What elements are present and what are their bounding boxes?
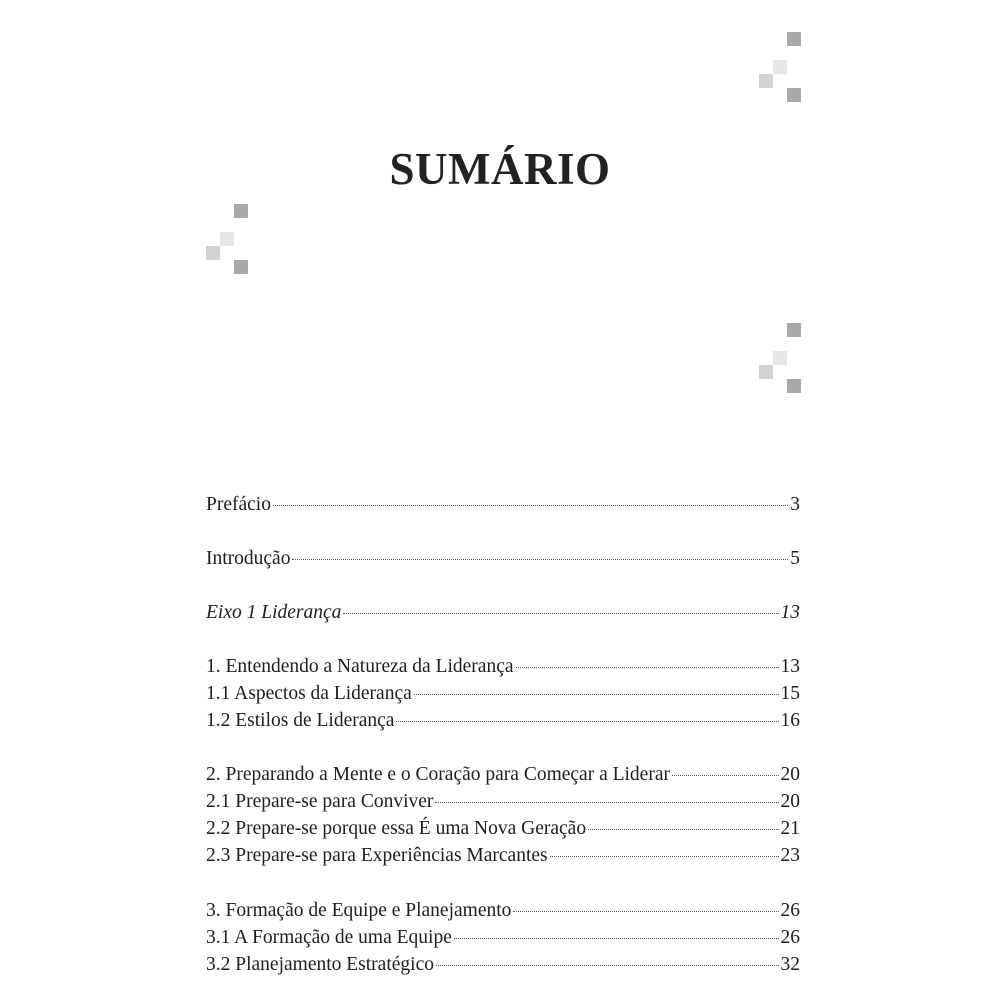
toc-entry-label: 1.2 Estilos de Liderança xyxy=(206,710,395,731)
dot-leader xyxy=(513,911,778,912)
square-shape xyxy=(234,260,248,274)
toc-entry-section-2-3[interactable] xyxy=(206,843,800,869)
dot-leader xyxy=(343,613,778,614)
dot-leader xyxy=(414,694,779,695)
dot-leader xyxy=(435,802,778,803)
decorative-squares-left xyxy=(206,204,256,284)
square-shape xyxy=(787,379,801,393)
toc-entry-section-1-1[interactable] xyxy=(206,681,800,707)
toc-entry-label: Prefácio xyxy=(206,494,271,515)
dot-leader xyxy=(436,965,779,966)
toc-entry-chapter-3[interactable] xyxy=(206,898,800,924)
toc-entry-eixo-1[interactable] xyxy=(206,600,800,626)
dot-leader xyxy=(292,559,788,560)
toc-entry-page: 32 xyxy=(780,954,800,975)
toc-entry-section-2-2[interactable] xyxy=(206,816,800,842)
square-shape xyxy=(773,60,787,74)
toc-entry-page: 3 xyxy=(790,494,800,515)
toc-entry-page: 26 xyxy=(780,927,800,948)
toc-entry-label: Introdução xyxy=(206,548,291,569)
square-shape xyxy=(787,323,801,337)
toc-entry-introducao[interactable] xyxy=(206,546,800,572)
toc-entry-page: 23 xyxy=(780,845,800,866)
toc-entry-label: 2. Preparando a Mente e o Coração para Começar a Liderar xyxy=(206,764,670,785)
toc-entry-page: 5 xyxy=(790,548,800,569)
dot-leader xyxy=(516,667,779,668)
square-shape xyxy=(787,32,801,46)
square-shape xyxy=(773,351,787,365)
toc-entry-page: 15 xyxy=(780,683,800,704)
square-shape xyxy=(220,232,234,246)
dot-leader xyxy=(588,829,778,830)
toc-entry-label: 1.1 Aspectos da Liderança xyxy=(206,683,412,704)
toc-entry-label: 1. Entendendo a Natureza da Liderança xyxy=(206,656,514,677)
square-shape xyxy=(787,88,801,102)
toc-entry-section-3-1[interactable] xyxy=(206,925,800,951)
dot-leader xyxy=(550,856,779,857)
toc-entry-label: 2.3 Prepare-se para Experiências Marcantes xyxy=(206,845,548,866)
dot-leader xyxy=(454,938,779,939)
toc-entry-label: 3.2 Planejamento Estratégico xyxy=(206,954,434,975)
toc-entry-label: 3. Formação de Equipe e Planejamento xyxy=(206,900,512,921)
page-title: SUMÁRIO xyxy=(389,144,611,194)
toc-entry-page: 13 xyxy=(780,602,800,623)
toc-entry-page: 16 xyxy=(780,710,800,731)
square-shape xyxy=(759,365,773,379)
decorative-squares-top-right xyxy=(759,32,809,112)
toc-entry-label: 2.2 Prepare-se porque essa É uma Nova Geração xyxy=(206,818,587,839)
square-shape xyxy=(759,74,773,88)
dot-leader xyxy=(672,775,779,776)
toc-entry-chapter-2[interactable] xyxy=(206,762,800,788)
square-shape xyxy=(234,204,248,218)
dot-leader xyxy=(273,505,788,506)
decorative-squares-middle-right xyxy=(759,323,809,403)
toc-entry-page: 26 xyxy=(780,900,800,921)
toc-entry-label: Eixo 1 Liderança xyxy=(206,602,342,623)
toc-entry-label: 3.1 A Formação de uma Equipe xyxy=(206,927,452,948)
toc-entry-section-1-2[interactable] xyxy=(206,708,800,734)
dot-leader xyxy=(396,721,778,722)
toc-entry-section-2-1[interactable] xyxy=(206,789,800,815)
toc-entry-page: 13 xyxy=(780,656,800,677)
square-shape xyxy=(206,246,220,260)
toc-entry-prefacio[interactable] xyxy=(206,492,800,518)
toc-entry-chapter-1[interactable] xyxy=(206,654,800,680)
toc-entry-label: 2.1 Prepare-se para Conviver xyxy=(206,791,434,812)
toc-entry-page: 20 xyxy=(780,791,800,812)
toc-entry-section-3-2[interactable] xyxy=(206,952,800,978)
toc-entry-page: 21 xyxy=(780,818,800,839)
toc-entry-page: 20 xyxy=(780,764,800,785)
